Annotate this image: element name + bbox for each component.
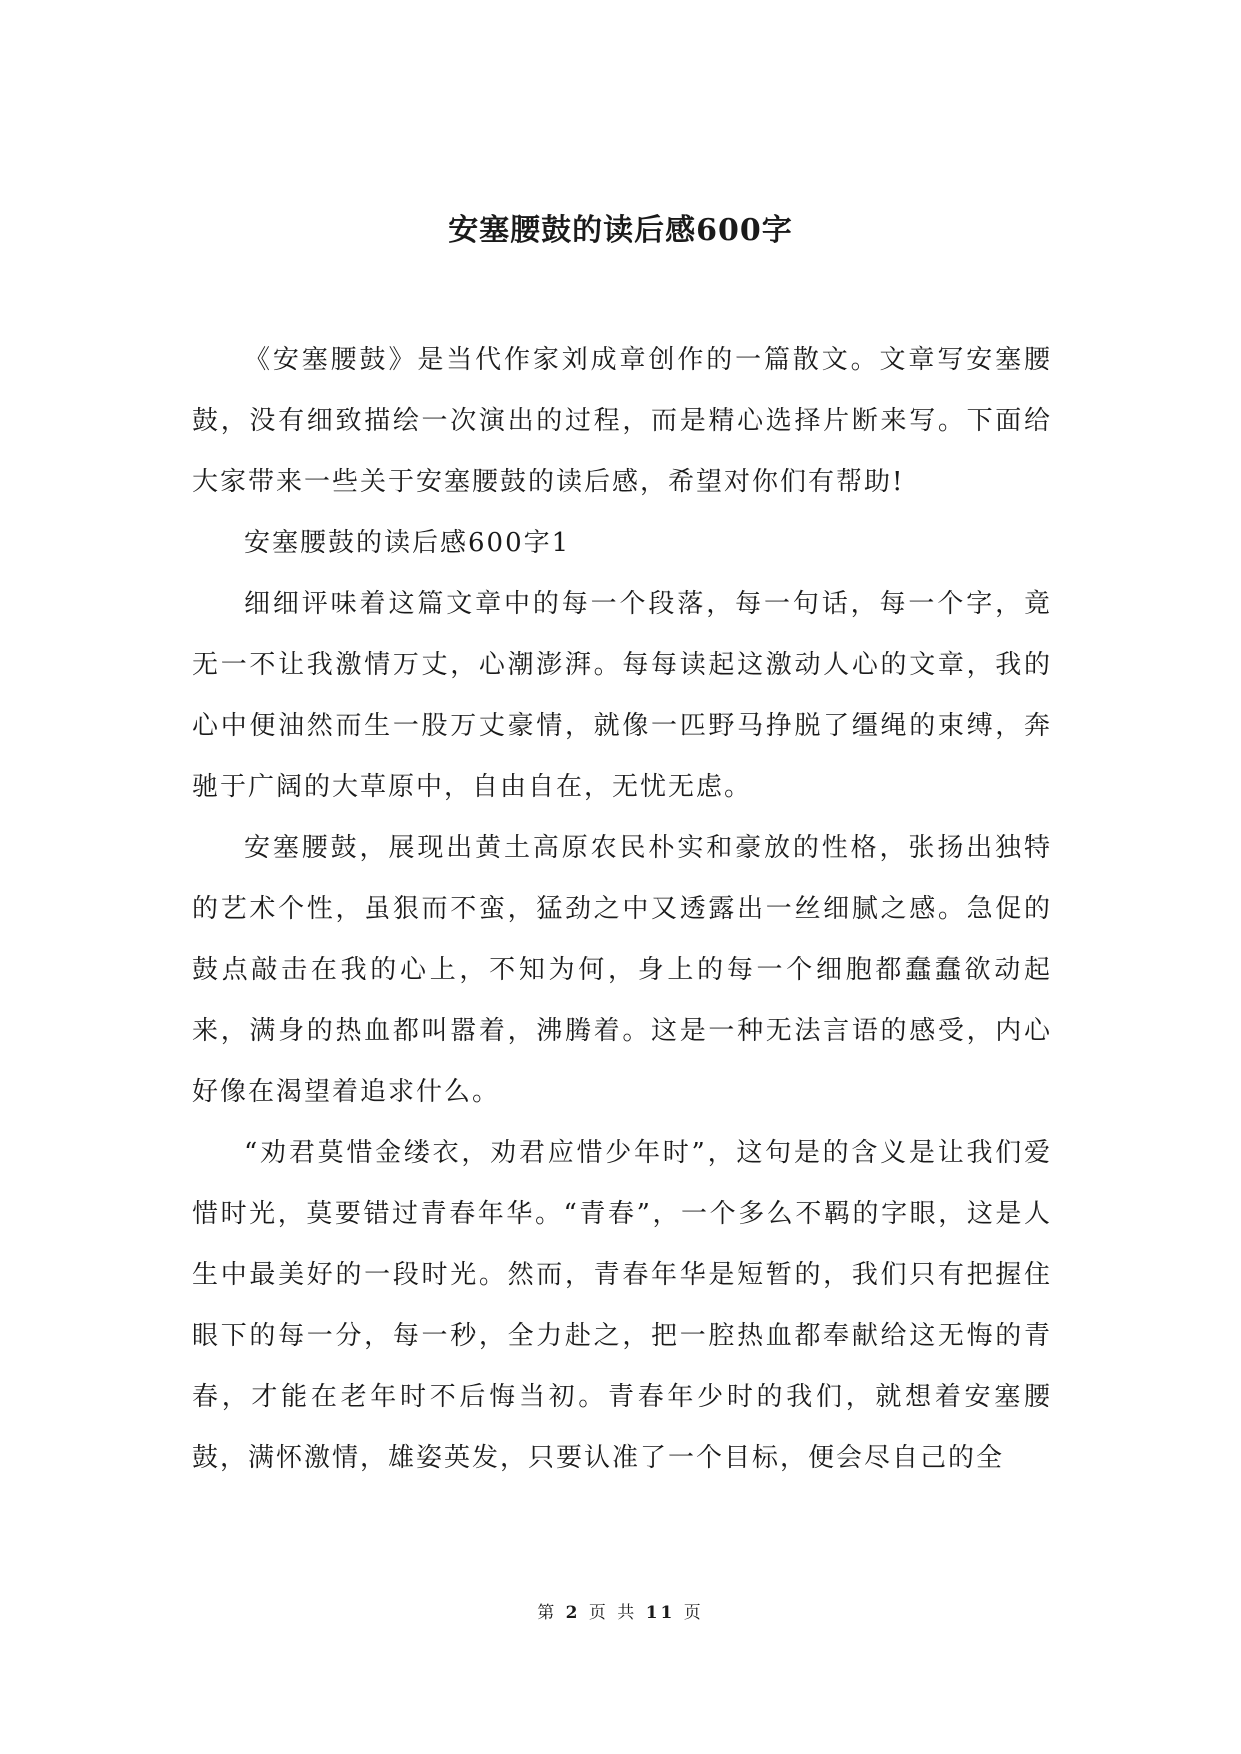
footer-middle: 页 共 <box>588 1603 638 1623</box>
footer-suffix: 页 <box>683 1603 704 1623</box>
page-footer <box>0 1598 1241 1623</box>
footer-prefix: 第 <box>537 1603 558 1623</box>
current-page-number: 2 <box>565 1603 581 1623</box>
body-paragraph: “劝君莫惜金缕衣，劝君应惜少年时”，这句是的含义是让我们爱惜时光，莫要错过青春年华。“青春”，一个多么不羁的字眼，这是人生中最美好的一段时光。然而，青春年华是短暂的，我们只有把握住眼下的每一分，每一秒，全力赴之，把一腔热血都奉献给这无悔的青春，才能在老年时不后悔当初。青春年少时的我们，就想着安塞腰鼓，满怀激情，雄姿英发，只要认准了一个目标，便会尽自己的全 <box>192 1138 1052 1473</box>
document-body <box>192 330 1052 1489</box>
total-pages-number: 11 <box>645 1603 676 1623</box>
document-title: 安塞腰鼓的读后感600字 <box>448 213 793 248</box>
body-paragraph: 安塞腰鼓，展现出黄土高原农民朴实和豪放的性格，张扬出独特的艺术个性，虽狠而不蛮，猛劲之中又透露出一丝细腻之感。急促的鼓点敲击在我的心上，不知为何，身上的每一个细胞都蠢蠢欲动起来，满身的热血都叫嚣着，沸腾着。这是一种无法言语的感受，内心好像在渴望着追求什么。 <box>192 833 1052 1107</box>
intro-paragraph: 《安塞腰鼓》是当代作家刘成章创作的一篇散文。文章写安塞腰鼓，没有细致描绘一次演出的过程，而是精心选择片断来写。下面给大家带来一些关于安塞腰鼓的读后感，希望对你们有帮助! <box>192 345 1052 497</box>
body-paragraph: 细细评味着这篇文章中的每一个段落，每一句话，每一个字，竟无一不让我激情万丈，心潮澎湃。每每读起这激动人心的文章，我的心中便油然而生一股万丈豪情，就像一匹野马挣脱了缰绳的束缚，奔驰于广阔的大草原中，自由自在，无忧无虑。 <box>192 589 1052 802</box>
section-heading: 安塞腰鼓的读后感600字1 <box>244 528 571 558</box>
